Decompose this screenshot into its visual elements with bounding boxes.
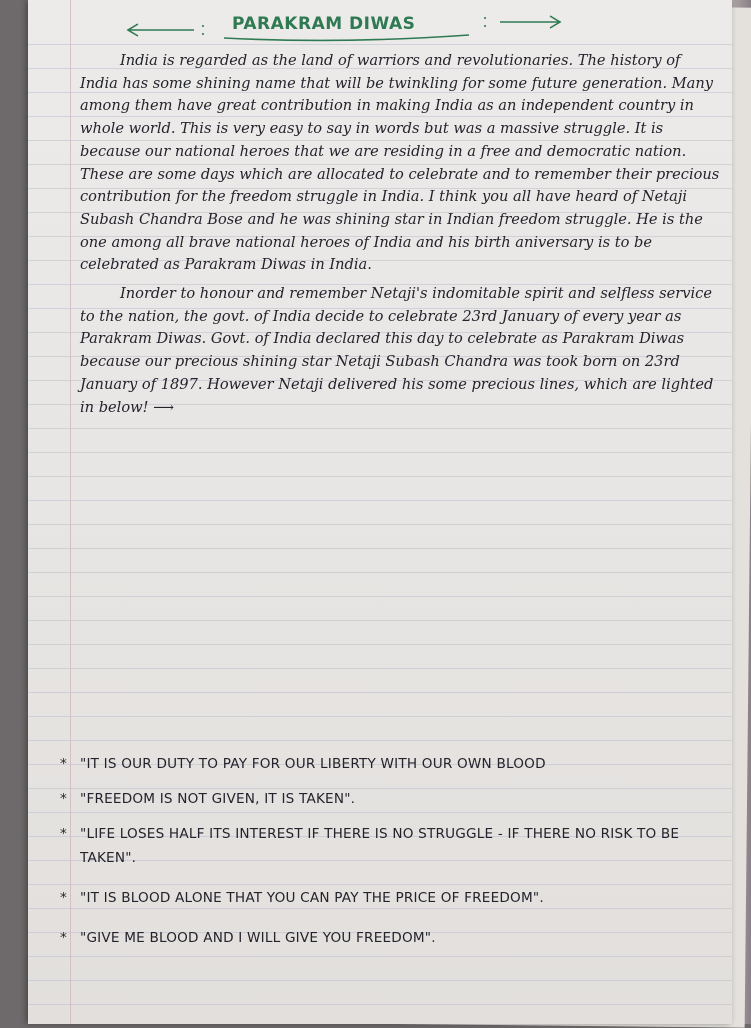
quote-item xyxy=(58,787,730,811)
ruled-line xyxy=(28,476,732,477)
quote-item xyxy=(58,822,730,870)
paragraph-1: India is regarded as the land of warriors and revolutionaries. The history of India has some shining name that will be twinkling for some future generation. Many among them have great contribution in making India as an independent country in whole world. This is very easy to say in words but was a massive struggle. It is because our national heroes that we are residing in a free and democratic nation. These are some days which are allocated to celebrate and to remember their precious contribution for the freedom struggle in India. I think you all have heard of Netaji Subash Chandra Bose and he was shining star in Indian freedom struggle. He is the one among all brave national heroes of India and his birth aniversary is to be celebrated as Parakram Diwas in India. xyxy=(80,52,720,274)
bullet-star: * xyxy=(60,930,67,946)
essay-body xyxy=(80,50,720,419)
ruled-line xyxy=(28,500,732,501)
ruled-line xyxy=(28,548,732,549)
quote-text: "GIVE ME BLOOD AND I WILL GIVE YOU FREEDOM". xyxy=(80,930,436,946)
quote-item xyxy=(58,752,730,776)
quote-item xyxy=(58,886,730,910)
ruled-line xyxy=(28,452,732,453)
quote-list xyxy=(58,752,730,961)
bullet-star: * xyxy=(60,890,67,906)
paragraph-2: Inorder to honour and remember Netaji's indomitable spirit and selfless service to the nation, the govt. of India decide to celebrate 23rd January of every year as Parakram Diwas. Govt. of India declared this day to celebrate as Parakram Diwas because our precious shining star Netaji Subash Chandra was took born on 23rd January of 1897. However Netaji delivered his some precious lines, which are lighted in below! ⟶ xyxy=(80,285,714,416)
ruled-line xyxy=(28,716,732,717)
notebook-page xyxy=(28,0,732,1024)
ruled-line xyxy=(28,644,732,645)
quote-text: "LIFE LOSES HALF ITS INTEREST IF THERE IS NO STRUGGLE - IF THERE NO RISK TO BE TAKEN". xyxy=(80,826,680,866)
bullet-star: * xyxy=(60,826,67,842)
quote-item xyxy=(58,926,730,950)
quote-text: "IT IS BLOOD ALONE THAT YOU CAN PAY THE PRICE OF FREEDOM". xyxy=(80,890,544,906)
quote-text: "IT IS OUR DUTY TO PAY FOR OUR LIBERTY WITH OUR OWN BLOOD xyxy=(80,756,546,772)
ruled-line xyxy=(28,572,732,573)
ruled-line xyxy=(28,1004,732,1005)
ruled-line xyxy=(28,524,732,525)
page-title: PARAKRAM DIWAS xyxy=(232,14,416,34)
ruled-line xyxy=(28,740,732,741)
bullet-star: * xyxy=(60,791,67,807)
quote-text: "FREEDOM IS NOT GIVEN, IT IS TAKEN". xyxy=(80,791,356,807)
ruled-line xyxy=(28,428,732,429)
ruled-line xyxy=(28,668,732,669)
ruled-line xyxy=(28,44,732,45)
title-underline xyxy=(224,35,469,40)
title-row xyxy=(124,8,584,42)
ruled-line xyxy=(28,596,732,597)
bullet-star: * xyxy=(60,756,67,772)
ruled-line xyxy=(28,980,732,981)
ruled-line xyxy=(28,692,732,693)
ruled-line xyxy=(28,620,732,621)
